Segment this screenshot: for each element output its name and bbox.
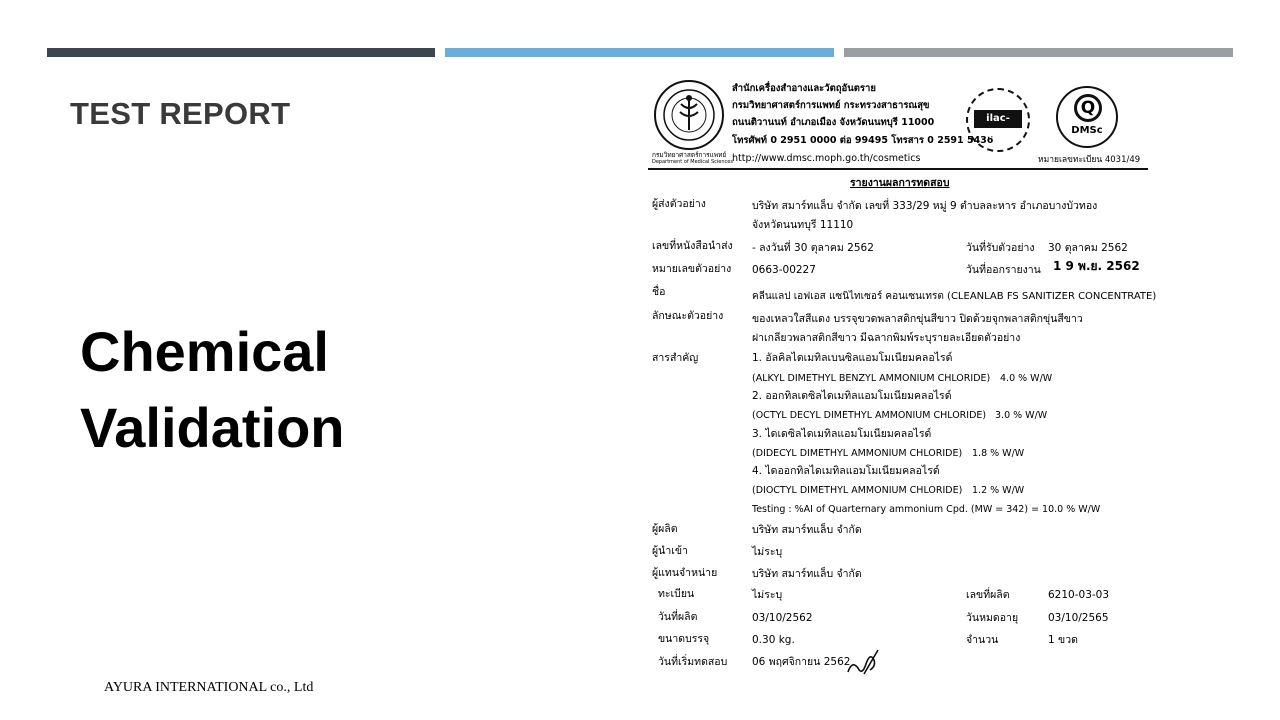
ingredient-pct: 4.0 % W/W bbox=[1000, 373, 1053, 384]
ingredient-th: 4. ไดออกทิลไดเมทิลแอมโมเนียมคลอไรด์ bbox=[752, 465, 940, 477]
appearance-value-2: ฝาเกลียวพลาสติกสีขาว มีฉลากพิมพ์ระบุรายละเอียดตัวอย่าง bbox=[752, 332, 1021, 344]
test-start-label: วันที่เริ่มทดสอบ bbox=[658, 656, 728, 668]
ingredients-label: สารสำคัญ bbox=[652, 352, 699, 364]
dmsc-q-letter: Q bbox=[1074, 94, 1102, 122]
sample-number-label: หมายเลขตัวอย่าง bbox=[652, 263, 732, 275]
letter-value: - ลงวันที่ 30 ตุลาคม 2562 bbox=[752, 242, 874, 254]
accent-bar-gray bbox=[844, 48, 1233, 57]
ingredient-en: (DIDECYL DIMETHYL AMMONIUM CHLORIDE) bbox=[752, 448, 963, 459]
importer-value: ไม่ระบุ bbox=[752, 546, 783, 558]
header-divider bbox=[648, 168, 1148, 170]
name-label: ชื่อ bbox=[652, 286, 666, 298]
report-date-label: วันที่ออกรายงาน bbox=[966, 264, 1041, 276]
test-start-value: 06 พฤศจิกายน 2562 bbox=[752, 656, 851, 668]
ingredient-en: (DIOCTYL DIMETHYL AMMONIUM CHLORIDE) bbox=[752, 485, 963, 496]
mfg-date-label: วันที่ผลิต bbox=[658, 611, 698, 623]
received-label: วันที่รับตัวอย่าง bbox=[966, 242, 1035, 254]
sample-number-value: 0663-00227 bbox=[752, 264, 816, 276]
manufacturer-value: บริษัท สมาร์ทแล็บ จำกัด bbox=[752, 524, 862, 536]
registration-number: หมายเลขทะเบียน 4031/49 bbox=[1038, 155, 1141, 165]
size-value: 0.30 kg. bbox=[752, 634, 795, 646]
ingredient-en: (ALKYL DIMETHYL BENZYL AMMONIUM CHLORIDE) bbox=[752, 373, 991, 384]
ingredient-pct: 1.8 % W/W bbox=[972, 448, 1025, 459]
ilac-mra-label: ilac-MRA bbox=[974, 110, 1022, 128]
dept-th: กรมวิทยาศาสตร์การแพทย์ bbox=[652, 151, 727, 159]
slide-title-line-1: Chemical bbox=[80, 320, 329, 383]
size-label: ขนาดบรรจุ bbox=[658, 633, 710, 645]
mfg-date-value: 03/10/2562 bbox=[752, 612, 813, 624]
manufacturer-label: ผู้ผลิต bbox=[652, 523, 678, 535]
expiry-value: 03/10/2565 bbox=[1048, 612, 1109, 624]
received-value: 30 ตุลาคม 2562 bbox=[1048, 242, 1128, 254]
appearance-value-1: ของเหลวใสสีแดง บรรจุขวดพลาสติกขุ่นสีขาว ปิดด้วยจุกพลาสติกขุ่นสีขาว bbox=[752, 313, 1083, 325]
ingredient-th: 1. อัลคิลไดเมทิลเบนซิลแอมโมเนียมคลอไรด์ bbox=[752, 352, 953, 364]
org-line-1: สำนักเครื่องสำอางและวัตถุอันตราย bbox=[732, 83, 876, 94]
lot-value: 6210-03-03 bbox=[1048, 589, 1110, 601]
sender-value-2: จังหวัดนนทบุรี 11110 bbox=[752, 219, 854, 231]
dept-en: Department of Medical Sciences bbox=[652, 159, 733, 165]
ingredient-th: 3. ไดเดซิลไดเมทิลแอมโมเนียมคลอไรด์ bbox=[752, 428, 932, 440]
sender-value-1: บริษัท สมาร์ทแล็บ จำกัด เลขที่ 333/29 หมู่ 9 ตำบลละหาร อำเภอบางบัวทอง bbox=[752, 200, 1098, 212]
quantity-value: 1 ขวด bbox=[1048, 634, 1078, 646]
dmsc-label: DMSc bbox=[1071, 125, 1103, 136]
ministry-seal-icon bbox=[654, 80, 724, 150]
org-phone: โทรศัพท์ 0 2951 0000 ต่อ 99495 โทรสาร 0 2591 5436 bbox=[732, 135, 994, 146]
testing-result: Testing : %AI of Quarternary ammonium Cpd. (MW = 342) = 10.0 % W/W bbox=[752, 504, 1101, 515]
registration-value: ไม่ระบุ bbox=[752, 589, 783, 601]
test-report-document bbox=[648, 76, 1157, 686]
slide-footer: AYURA INTERNATIONAL co., Ltd bbox=[104, 680, 314, 695]
quantity-label: จำนวน bbox=[966, 634, 999, 646]
org-address: ถนนติวานนท์ อำเภอเมือง จังหวัดนนทบุรี 11000 bbox=[732, 117, 935, 128]
slide-title-line-2: Validation bbox=[80, 396, 345, 459]
letter-label: เลขที่หนังสือนำส่ง bbox=[652, 240, 733, 252]
org-line-2: กรมวิทยาศาสตร์การแพทย์ กระทรวงสาธารณสุข bbox=[732, 100, 930, 111]
report-date-value: 1 9 พ.ย. 2562 bbox=[1053, 259, 1140, 273]
report-title: รายงานผลการทดสอบ bbox=[850, 177, 950, 189]
signature-icon bbox=[844, 646, 884, 680]
accent-bar-dark bbox=[47, 48, 435, 57]
ingredient-en: (OCTYL DECYL DIMETHYL AMMONIUM CHLORIDE) bbox=[752, 410, 987, 421]
sender-label: ผู้ส่งตัวอย่าง bbox=[652, 198, 706, 210]
ingredient-pct: 3.0 % W/W bbox=[995, 410, 1048, 421]
registration-label: ทะเบียน bbox=[658, 588, 695, 600]
ilac-mra-logo-icon bbox=[966, 88, 1030, 152]
expiry-label: วันหมดอายุ bbox=[966, 612, 1019, 624]
ingredient-pct: 1.2 % W/W bbox=[972, 485, 1025, 496]
distributor-value: บริษัท สมาร์ทแล็บ จำกัด bbox=[752, 568, 862, 580]
importer-label: ผู้นำเข้า bbox=[652, 545, 688, 557]
lot-label: เลขที่ผลิต bbox=[966, 589, 1010, 601]
appearance-label: ลักษณะตัวอย่าง bbox=[652, 310, 724, 322]
accent-bar-blue bbox=[445, 48, 834, 57]
dmsc-quality-logo-icon bbox=[1056, 86, 1118, 148]
slide-heading: TEST REPORT bbox=[70, 96, 291, 131]
distributor-label: ผู้แทนจำหน่าย bbox=[652, 567, 718, 579]
name-value: คลีนแลป เอฟเอส แซนิไทเซอร์ คอนเซนเทรต (CLEANLAB FS SANITIZER CONCENTRATE) bbox=[752, 291, 1157, 302]
ingredient-th: 2. ออกทิลเดซิลไดเมทิลแอมโมเนียมคลอไรด์ bbox=[752, 390, 952, 402]
org-url: http://www.dmsc.moph.go.th/cosmetics bbox=[732, 153, 921, 164]
